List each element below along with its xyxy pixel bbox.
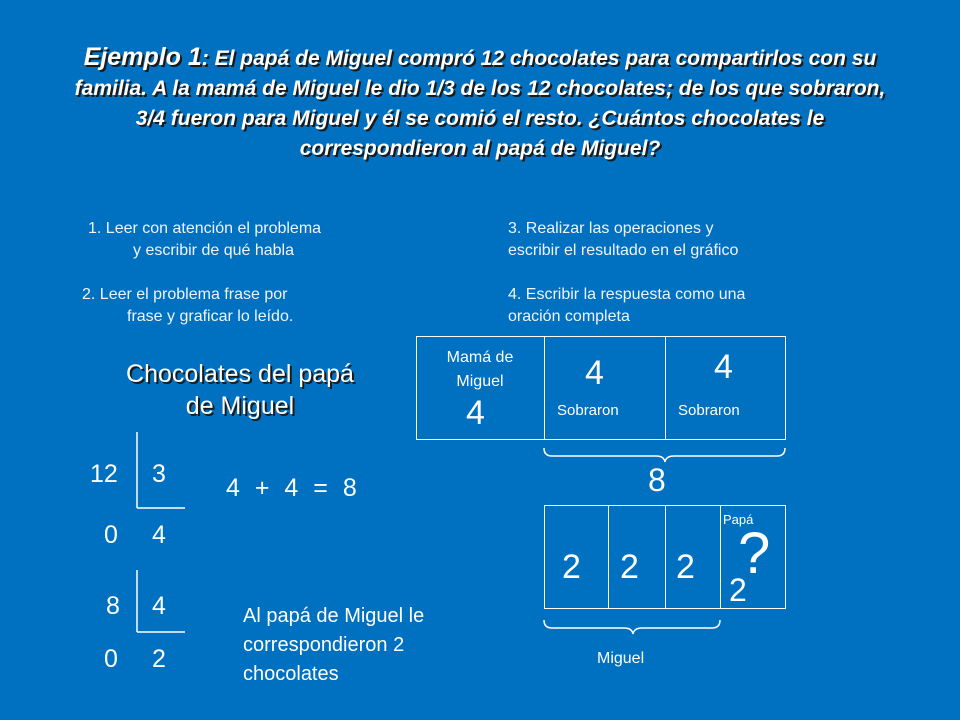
step-1-line-2: y escribir de qué habla <box>133 242 294 259</box>
step-4-line-2: oración completa <box>508 308 630 325</box>
cell-sobraron-2-value: 4 <box>714 348 733 386</box>
cell-sobraron-1-value: 4 <box>585 354 604 392</box>
unknown-question-mark: ? <box>738 521 771 586</box>
division-1-divisor: 3 <box>152 460 166 488</box>
division-2-dividend: 8 <box>106 592 120 620</box>
miguel-part-1: 2 <box>562 548 581 586</box>
fraction-bar-eight-divider-3 <box>720 506 721 608</box>
topic-line-1: Chocolates del papá <box>126 360 354 388</box>
fraction-bar-eight-divider-2 <box>665 506 666 608</box>
topic-line-2: de Miguel <box>185 392 295 420</box>
sum-addend-2: 4 <box>284 474 299 502</box>
step-2-line-1: 2. Leer el problema frase por <box>82 286 288 303</box>
step-3-line-1: 3. Realizar las operaciones y <box>508 220 714 237</box>
step-3-line-2: escribir el resultado en el gráfico <box>508 242 739 259</box>
cell-sobraron-2-label: Sobraron <box>678 402 740 419</box>
fraction-bar-eight-divider-1 <box>608 506 609 608</box>
miguel-part-3: 2 <box>676 548 695 586</box>
answer-line-3: chocolates <box>243 663 339 685</box>
answer-line-2: correspondieron 2 <box>243 634 405 656</box>
step-4-line-1: 4. Escribir la respuesta como una <box>508 286 746 303</box>
answer-line-1: Al papá de Miguel le <box>243 605 425 627</box>
cell-mama-label-line-1: Mamá de <box>446 349 514 366</box>
sum-result: 8 <box>342 474 357 502</box>
division-1-remainder: 0 <box>104 521 118 549</box>
cell-mama-value: 4 <box>466 394 485 432</box>
sobraron-total: 8 <box>648 462 666 498</box>
division-2-remainder: 0 <box>104 645 118 673</box>
step-2-line-2: frase y graficar lo leído. <box>127 308 294 325</box>
answer-sentence <box>243 602 424 689</box>
sum-equation <box>226 474 357 503</box>
sum-equals: = <box>313 474 328 502</box>
fraction-bar-divider-2 <box>665 337 666 439</box>
step-1-line-1: 1. Leer con atención el problema <box>88 220 322 237</box>
cell-sobraron-1-label: Sobraron <box>557 402 619 419</box>
problem-text: : El papá de Miguel compró 12 chocolates para compartirlos con su familia. A la mamá de Miguel le dio 1/3 de los 12 chocolates; de los que sobraron, 3/4 fueron para Miguel y él se comió el resto. ¿Cuántos chocolates le correspondieron al papá de Miguel? <box>74 47 886 160</box>
cell-mama-label-line-2: Miguel <box>456 373 504 390</box>
cell-mama-label <box>420 346 540 394</box>
division-1-quotient: 4 <box>152 521 166 549</box>
brace-miguel <box>544 620 720 634</box>
miguel-part-2: 2 <box>620 548 639 586</box>
papa-label: Papá <box>723 512 754 527</box>
division-1-dividend: 12 <box>90 460 118 488</box>
miguel-brace-label: Miguel <box>597 650 645 667</box>
sum-plus: + <box>254 474 270 502</box>
papa-value: 2 <box>729 572 747 608</box>
division-2-quotient: 2 <box>152 645 166 673</box>
division-2-divisor: 4 <box>152 592 166 620</box>
sum-addend-1: 4 <box>226 474 240 502</box>
example-label: Ejemplo 1 <box>83 43 202 71</box>
brace-sobraron <box>544 448 785 462</box>
fraction-bar-divider-1 <box>544 337 545 439</box>
